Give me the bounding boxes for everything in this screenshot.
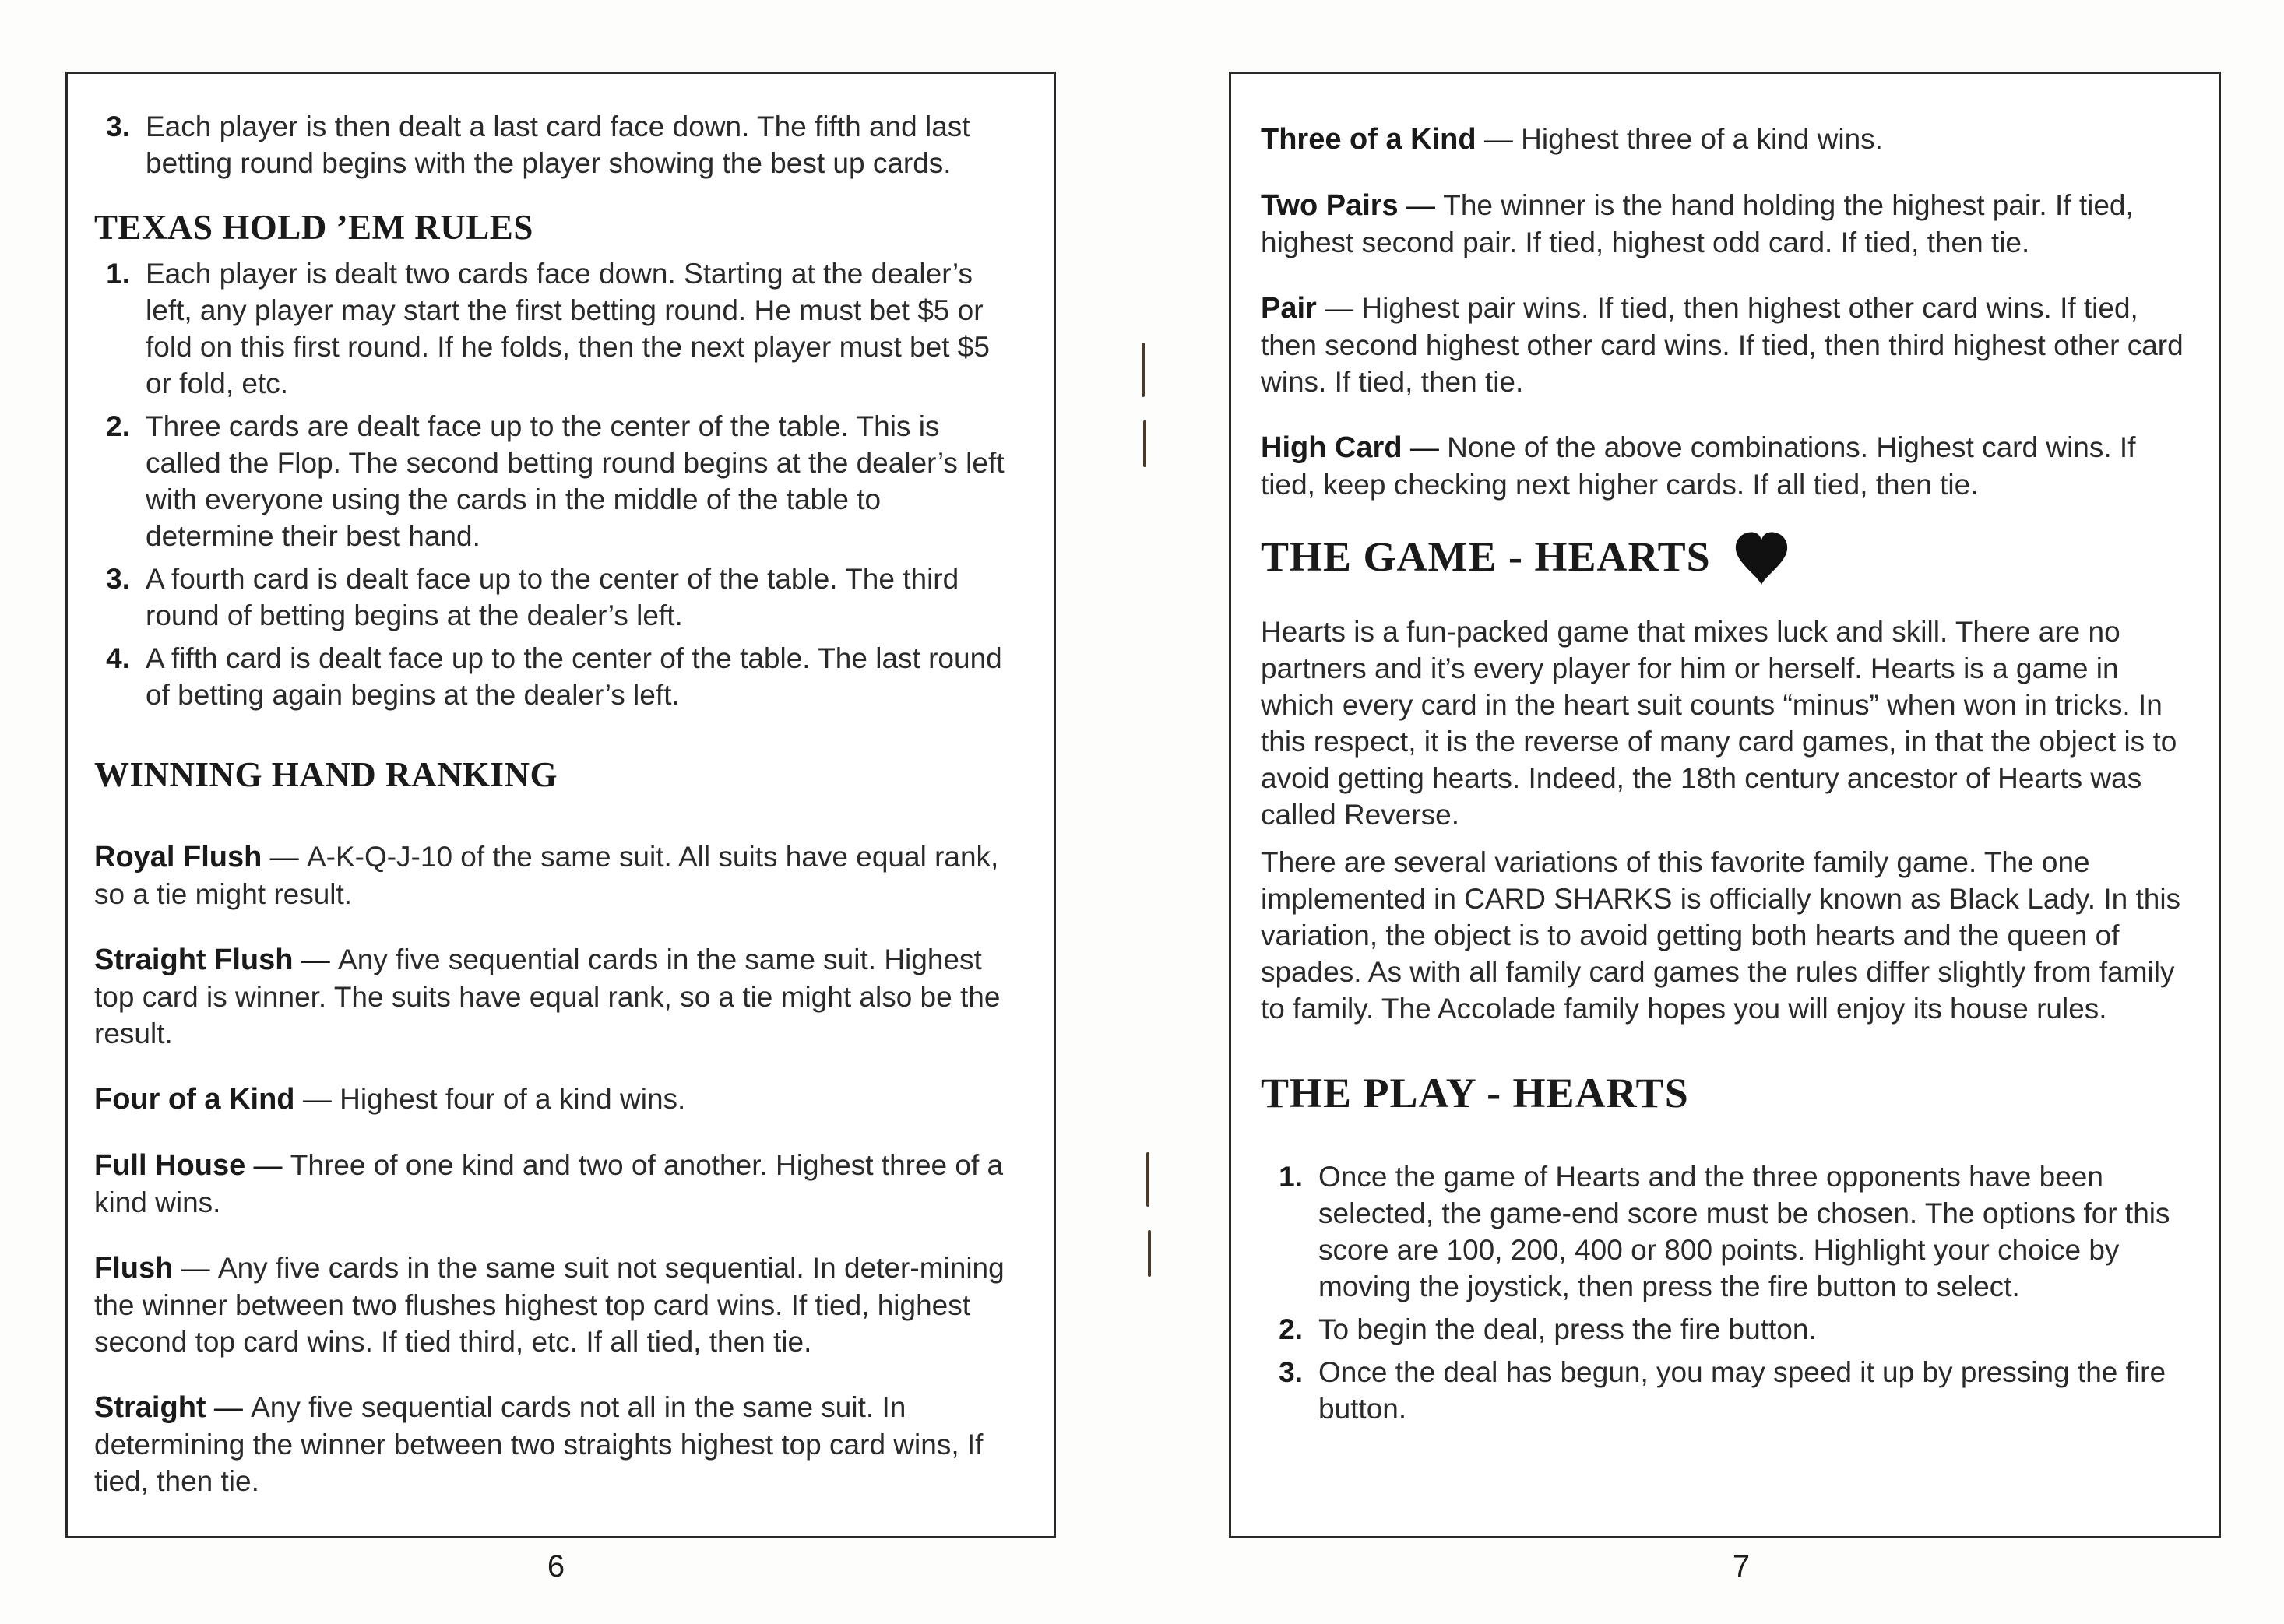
page-number: 7 bbox=[1732, 1549, 1751, 1584]
hand-name: Flush bbox=[94, 1252, 174, 1285]
list-number: 3. bbox=[106, 563, 130, 595]
list-text: Three cards are dealt face up to the center of the table. This is called the Flop. The second betting round begins at the dealer’s left with everyone using the cards in the middle of the table to determine their best hand. bbox=[146, 410, 1005, 552]
hand-ranking-list-continued bbox=[1261, 121, 2187, 503]
hand-name: Two Pairs bbox=[1261, 189, 1399, 222]
list-number: 1. bbox=[1279, 1161, 1303, 1193]
play-hearts-heading: THE PLAY - HEARTS bbox=[1261, 1070, 1689, 1116]
paragraph: There are several variations of this favorite family game. The one implemented in CARD SHARKS is officially known as Black Lady. In this variation, the object is to avoid getting both hearts and the queen of spades. As with all family card games the rules differ slightly from family to family. The Accolade family hopes you will enjoy its house rules. bbox=[1261, 846, 2181, 1025]
hand-name: Royal Flush bbox=[94, 841, 262, 874]
list-item bbox=[94, 640, 1015, 713]
hand-description: A-K-Q-J-10 of the same suit. All suits have equal rank, so a tie might result. bbox=[94, 841, 999, 910]
hand-entry: Four of a Kind — Highest four of a kind wins. bbox=[94, 1083, 686, 1116]
right-page bbox=[1142, 0, 2284, 1624]
hand-description: Any five cards in the same suit not sequential. In deter-mining the winner between two flushes highest top card wins. If tied, highest second top card wins. If tied third, etc. If all tied, then tie. bbox=[94, 1252, 1005, 1358]
list-text: Each player is then dealt a last card face down. The fifth and last betting round begins with the player showing the best up cards. bbox=[146, 111, 970, 179]
hand-entry: Flush — Any five cards in the same suit not sequential. In deter-mining the winner between two flushes highest top card wins. If tied, highest second top card wins. If tied third, etc. If all tied, then tie. bbox=[94, 1252, 1005, 1358]
list-number: 2. bbox=[106, 410, 130, 442]
hand-name: Full House bbox=[94, 1149, 246, 1182]
hand-description: Any five sequential cards in the same suit. Highest top card is winner. The suits have equal rank, so a tie might also be the result. bbox=[94, 944, 1001, 1049]
play-hearts-rules bbox=[1267, 1158, 2187, 1427]
hand-name: Straight Flush bbox=[94, 944, 294, 976]
list-number: 1. bbox=[106, 258, 130, 290]
texas-holdem-heading: TEXAS HOLD ’EM RULES bbox=[94, 208, 533, 247]
hand-description: Highest three of a kind wins. bbox=[1521, 123, 1883, 155]
hand-entry: Three of a Kind — Highest three of a kind wins. bbox=[1261, 123, 1883, 156]
list-text: Once the game of Hearts and the three opponents have been selected, the game-end score must be chosen. The options for this score are 100, 200, 400 or 800 points. Highlight your choice by moving the joystick, then press the fire button to select. bbox=[1318, 1161, 2170, 1302]
hand-ranking-list bbox=[94, 838, 1015, 1499]
hand-name: Pair bbox=[1261, 292, 1317, 325]
page-number: 6 bbox=[547, 1549, 565, 1584]
game-hearts-title: THE GAME - HEARTS bbox=[1261, 533, 1711, 580]
list-item bbox=[94, 255, 1015, 402]
list-number: 3. bbox=[1279, 1356, 1303, 1388]
left-page-frame bbox=[65, 72, 1056, 1538]
list-number: 3. bbox=[106, 111, 130, 142]
hand-name: Straight bbox=[94, 1391, 206, 1424]
hand-name: Three of a Kind bbox=[1261, 123, 1476, 156]
texas-holdem-rules bbox=[94, 255, 1015, 713]
hand-entry: Pair — Highest pair wins. If tied, then highest other card wins. If tied, then second highest other card wins. If tied, then third highest other card wins. If tied, then tie. bbox=[1261, 292, 2184, 398]
stud-rules-continued bbox=[94, 108, 1015, 181]
hand-description: Highest pair wins. If tied, then highest other card wins. If tied, then second highest other card wins. If tied, then third highest other card wins. If tied, then tie. bbox=[1261, 292, 2184, 398]
hand-entry: Two Pairs — The winner is the hand holding the highest pair. If tied, highest second pair. If tied, highest odd card. If tied, then tie. bbox=[1261, 189, 2134, 258]
hand-entry: High Card — None of the above combinations. Highest card wins. If tied, keep checking next higher cards. If all tied, then tie. bbox=[1261, 431, 2136, 501]
paragraph: Hearts is a fun-packed game that mixes luck and skill. There are no partners and it’s every player for him or herself. Hearts is a game in which every card in the heart suit counts “minus” when won in tricks. In this respect, it is the reverse of many card games, in that the object is to avoid getting hearts. Indeed, the 18th century ancestor of Hearts was called Reverse. bbox=[1261, 616, 2177, 831]
list-text: To begin the deal, press the fire button. bbox=[1318, 1313, 1817, 1345]
list-item bbox=[94, 108, 1015, 181]
hand-description: The winner is the hand holding the highest pair. If tied, highest second pair. If tied, highest odd card. If tied, then tie. bbox=[1261, 189, 2134, 258]
hand-entry: Royal Flush — A-K-Q-J-10 of the same suit. All suits have equal rank, so a tie might result. bbox=[94, 841, 999, 910]
hand-description: Highest four of a kind wins. bbox=[340, 1083, 686, 1115]
list-number: 2. bbox=[1279, 1313, 1303, 1345]
hand-name: Four of a Kind bbox=[94, 1083, 295, 1116]
hand-entry: Full House — Three of one kind and two of another. Highest three of a kind wins. bbox=[94, 1149, 1004, 1218]
game-hearts-heading bbox=[1261, 526, 2187, 587]
right-page-frame bbox=[1229, 72, 2221, 1538]
hand-description: Three of one kind and two of another. Highest three of a kind wins. bbox=[94, 1149, 1004, 1218]
list-item bbox=[1267, 1158, 2187, 1305]
hand-name: High Card bbox=[1261, 431, 1402, 464]
list-item bbox=[1267, 1354, 2187, 1427]
hand-description: None of the above combinations. Highest card wins. If tied, keep checking next higher cards. If all tied, then tie. bbox=[1261, 431, 2136, 501]
list-text: Once the deal has begun, you may speed it up by pressing the fire button. bbox=[1318, 1356, 2166, 1425]
heart-icon bbox=[1733, 531, 1790, 587]
list-text: A fifth card is dealt face up to the center of the table. The last round of betting again begins at the dealer’s left. bbox=[146, 642, 1002, 711]
list-item bbox=[1267, 1311, 2187, 1348]
hand-description: Any five sequential cards not all in the same suit. In determining the winner between two straights highest top card wins, If tied, then tie. bbox=[94, 1391, 984, 1497]
list-item bbox=[94, 408, 1015, 554]
winning-hand-ranking-heading: WINNING HAND RANKING bbox=[94, 755, 558, 794]
list-number: 4. bbox=[106, 642, 130, 674]
list-text: A fourth card is dealt face up to the center of the table. The third round of betting begins at the dealer’s left. bbox=[146, 563, 959, 631]
list-item bbox=[94, 561, 1015, 634]
hand-entry: Straight Flush — Any five sequential cards in the same suit. Highest top card is winner. The suits have equal rank, so a tie might also be the result. bbox=[94, 944, 1001, 1049]
hand-entry: Straight — Any five sequential cards not all in the same suit. In determining the winner between two straights highest top card wins, If tied, then tie. bbox=[94, 1391, 984, 1497]
list-text: Each player is dealt two cards face down. Starting at the dealer’s left, any player may start the first betting round. He must bet $5 or fold on this first round. If he folds, then the next player must bet $5 or fold, etc. bbox=[146, 258, 990, 399]
